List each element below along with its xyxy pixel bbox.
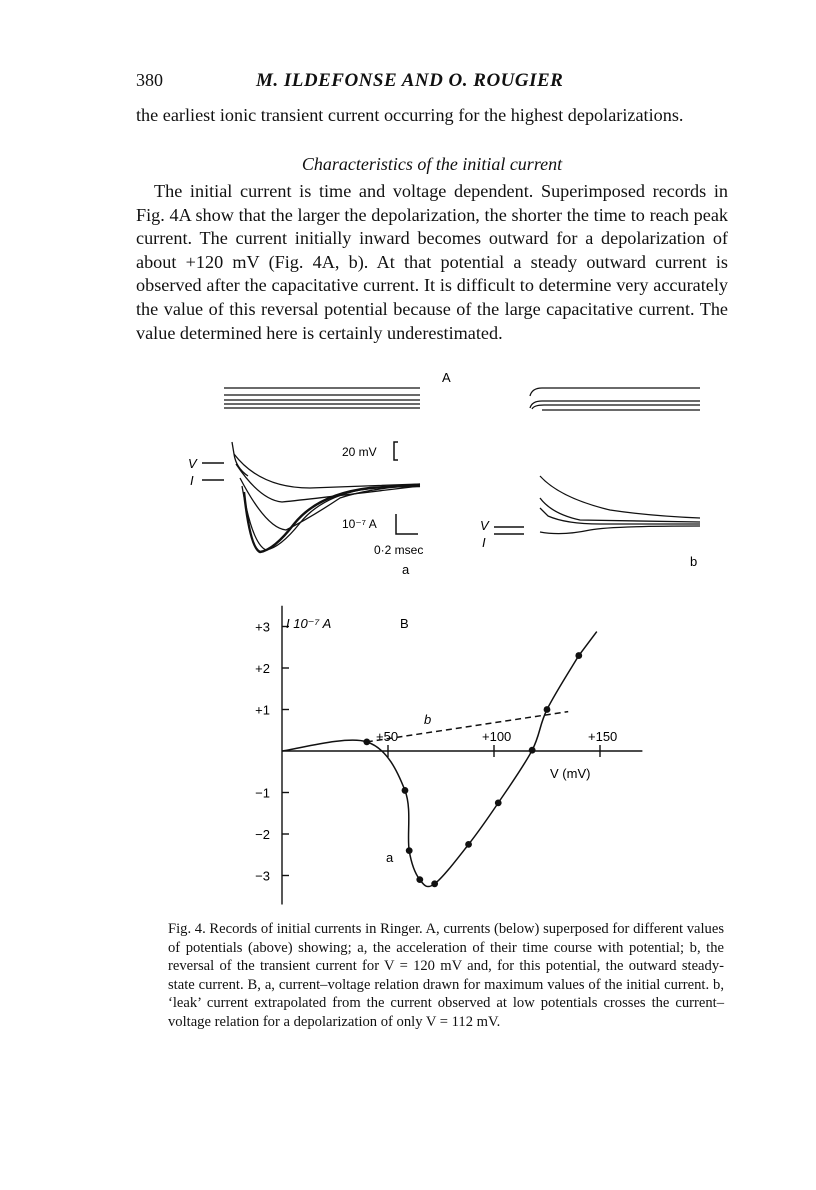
label-i-left: I: [190, 473, 194, 488]
y-tick-label: −1: [255, 785, 270, 801]
data-point-a: [416, 876, 423, 883]
series-line-a: [282, 632, 597, 887]
y-tick-label: −3: [255, 868, 270, 884]
y-tick-label: −2: [255, 827, 270, 842]
data-point-a: [431, 880, 438, 887]
sub-label-b: b: [690, 554, 698, 569]
chart-y-axis-label: I 10⁻⁷ A: [286, 616, 332, 631]
y-tick-label: +1: [255, 702, 270, 718]
data-point-a: [544, 706, 551, 713]
running-title: M. ILDEFONSE AND O. ROUGIER: [256, 70, 564, 91]
voltage-traces-left: [224, 388, 420, 408]
data-point-a: [406, 847, 413, 854]
scale-time-label: 0·2 msec: [374, 543, 424, 557]
figure-4a: [170, 368, 730, 588]
chart-axes: [282, 606, 642, 905]
scale-current-bar: [396, 514, 418, 534]
sub-label-a: a: [402, 562, 410, 577]
x-tick-label: +100: [482, 729, 512, 744]
data-point-a: [402, 787, 409, 794]
figure-caption: Fig. 4. Records of initial currents in Ringer. A, currents (below) superposed for different values of potentials (above) showing; a, the acceleration of their time course with potential; b, the reversal of the transient current for V = 120 mV and, for this potential, the outward steady-state current. B, a, current–voltage relation drawn for maximum values of the initial current. b, ‘leak’ current extrapolated from the current observed at low potentials crosses the current–voltage relation for a depolarization of only V = 112 mV.: [168, 921, 724, 1030]
scale-voltage-label: 20 mV: [342, 445, 377, 459]
y-tick-label: +3: [255, 619, 270, 635]
chart-panel-label: B: [400, 616, 409, 631]
series-label-b: b: [424, 712, 432, 727]
x-tick-label: +50: [376, 729, 399, 744]
y-tick-label: +2: [255, 661, 270, 676]
x-tick-label: +150: [588, 729, 618, 744]
label-v-right: V: [480, 518, 489, 533]
data-point-a: [465, 841, 472, 848]
page-number: 380: [136, 70, 163, 90]
label-v-left: V: [188, 456, 197, 471]
paragraph-initial-current: The initial current is time and voltage dependent. Superimposed records in Fig. 4A show that the larger the depolarization, the shorter the time to reach peak current. The current initially inward becomes outward for a depolarization of about +120 mV (Fig. 4A, b). At that potential a steady outward current is observed after the capacitative current. It is difficult to determine very accurately the value of this reversal potential because of the large capacitative current. The value determined here is certainly underestimated.: [136, 181, 728, 343]
voltage-traces-right: [530, 388, 700, 410]
data-point-a: [575, 652, 582, 659]
current-traces-left: [232, 442, 420, 552]
section-title: Characteristics of the initial current: [301, 154, 563, 174]
page-header: [136, 70, 726, 96]
chart-series: [282, 632, 597, 888]
current-traces-right: [540, 476, 700, 534]
chart-x-axis-label: V (mV): [550, 766, 591, 781]
label-i-right: I: [482, 535, 486, 550]
scale-voltage-bar: [394, 442, 398, 460]
data-point-a: [529, 747, 536, 754]
series-label-a: a: [386, 850, 394, 865]
scale-current-label: 10⁻⁷ A: [342, 517, 377, 531]
data-point-a: [495, 799, 502, 806]
panel-label-a: A: [442, 370, 451, 385]
paragraph-continued: the earliest ionic transient current occurring for the highest depolarizations.: [136, 105, 684, 125]
figure-4b-chart: [230, 600, 650, 910]
